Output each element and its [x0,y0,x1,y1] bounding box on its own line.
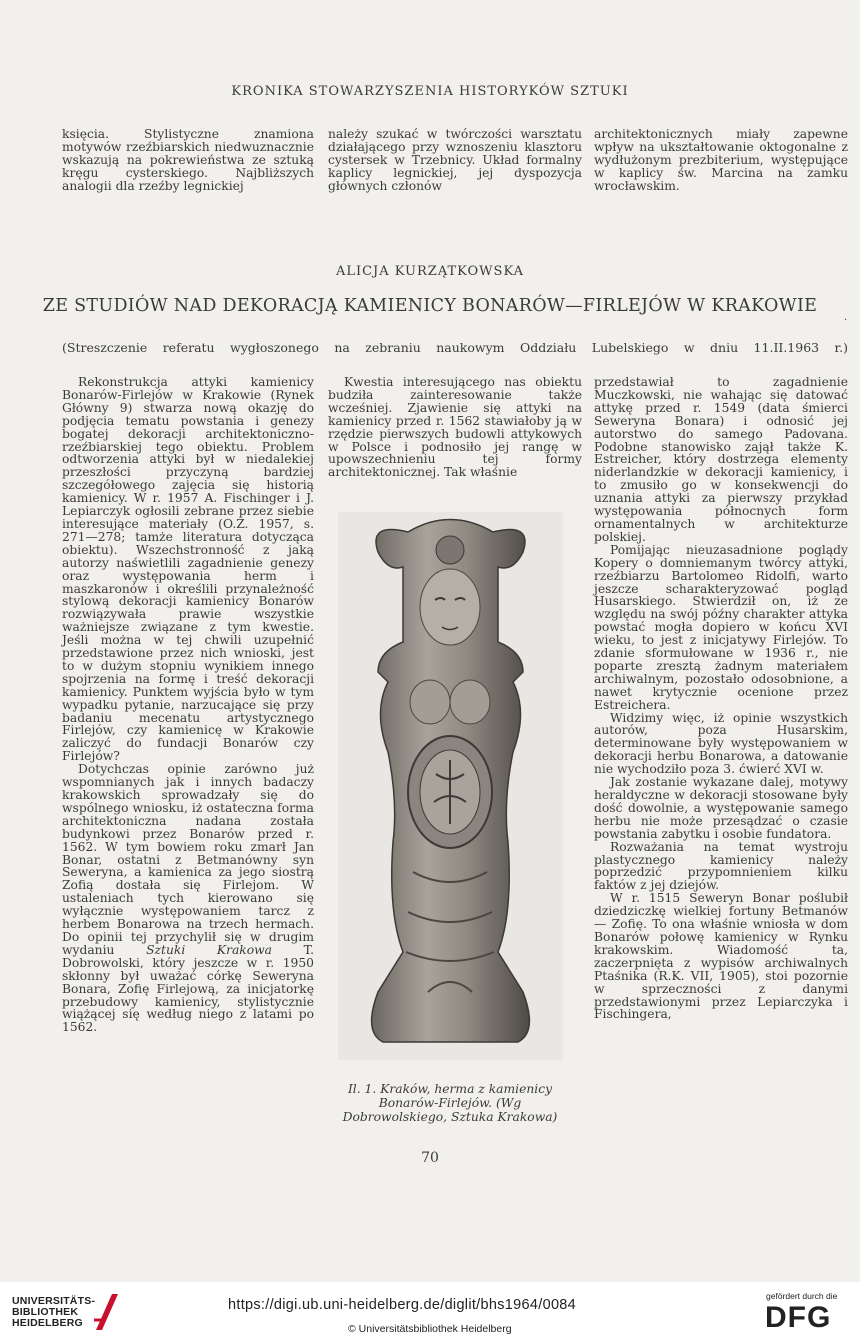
paragraph: W r. 1515 Seweryn Bonar poślubił dziedziczkę wielkiej fortuny Betmanów — Zofię. To ona właśnie wniosła w dom Bonarów połowę kamienicy w Rynku krakowskim. Wiadomość ta, zaczerpnięta z wypisów archiwalnych Ptaśnika (R.K. VII, 1905), stoi pozornie w sprzeczności z danymi przedstawionymi przez Lepiarczyka i Fischingera, [594,891,848,1022]
body-column-1 [62,376,314,1034]
top-col1-text: księcia. Stylistyczne znamiona motywów rzeźbiarskich niedwuznacznie wskazują na pokrewieństwa ze sztuką kręgu cysterskiego. Najbliższych analogii dla rzeźby legnickiej [62,127,314,193]
decorative-dot: . [844,312,848,323]
funding-note: gefördert durch die [766,1291,838,1301]
article-author: ALICJA KURZĄTKOWSKA [335,264,525,279]
paragraph: przedstawiał to zagadnienie Muczkowski, nie wahając się datować attykę przed r. 1549 (data śmierci Seweryna Bonara) i odnosić jej autorstwo do samego Padovana. Podobne stanowisko zajął także K. Estreicher, który dostrzega elementy niderlandzkie w dekoracji kamienicy, i to zmusiło go w konsekwencji do uznania attyki za pierwszy przykład występowania północnych form ornamentalnych w architekturze polskiej. [594,375,848,544]
paragraph: Kwestia interesującego nas obiektu budziła zainteresowanie także wcześniej. Zjawienie się attyki na kamienicy przed r. 1562 stawiałoby ją w rzędzie pierwszych budowli attykowych w Polsce i podnosiło jej rangę w upowszechnieniu tej formy architektonicznej. Tak właśnie [328,375,582,480]
top-column-3 [594,128,848,193]
library-name[interactable]: UNIVERSITÄTS- BIBLIOTHEK HEIDELBERG [12,1295,96,1329]
figure-caption: Il. 1. Kraków, herma z kamienicy Bonarów-Firlejów. (Wg Dobrowolskiego, Sztuka Krakowa) [342,1082,558,1124]
footer-bar [0,1282,860,1344]
paragraph: Rekonstrukcja attyki kamienicy Bonarów-Firlejów w Krakowie (Rynek Główny 9) stwarza nową okazję do podjęcia tematu powstania i genezy bogatej dekoracji architektoniczno-rzeźbiarskiej tego obiektu. Problem odtworzenia attyki był w niedalekiej przeszłości przyczyną bardziej szczegółowego zajęcia się historią kamienicy. W r. 1957 A. Fischinger i J. Lepiarczyk ogłosili zebrane przez siebie interesujące materiały (O.Z. 1957, s. 271—278; tamże literatura dotycząca obiektu). Wszechstronność z jaką autorzy naświetlili zagadnienie genezy oraz występowania herm i maszkaronów i określili przynależność stylową dekoracji kamienicy Bonarów rozwiązywała prawie wszystkie ważniejsze związane z tym kwestie. Jeśli można w tej chwili uzupełnić przedstawione przez nich wnioski, jest to w dużym stopniu wynikiem innego spojrzenia na formę i treść dekoracji kamienicy. Punktem wyjścia było w tym wypadku pytanie, narzucające się przy badaniu mecenatu artystycznego Firlejów, czy kamienicę w Krakowie zaliczyć do fundacji Bonarów czy Firlejów? [62,375,314,764]
top-column-2 [328,128,582,193]
paragraph: Rozważania na temat wystroju plastycznego kamienicy należy poprzedzić przypomnieniem kilku faktów z jej dziejów. [594,839,848,893]
book-title: Sztuki Krakowa [146,942,273,957]
top-column-1 [62,128,314,193]
body-column-3 [594,376,848,1021]
article-subtitle: (Streszczenie referatu wygłoszonego na zebraniu naukowym Oddziału Lubelskiego w dniu 11.II.1963 r.) [62,340,848,355]
paragraph: Jak zostanie wykazane dalej, motywy heraldyczne w dekoracji stosowane były dość dowolnie, a występowanie samego herbu nie może przesądzać o czasie powstania zabytku i osobie fundatora. [594,775,848,841]
top-col2-text: należy szukać w twórczości warsztatu działającego przy wznoszeniu klasztoru cystersek w Trzebnicy. Układ formalny kaplicy legnickiej, jej dyspozycja głównych członów [328,127,582,193]
copyright-text: © Universitätsbibliothek Heidelberg [348,1323,512,1335]
library-logo-icon [92,1290,120,1334]
permalink-url[interactable]: https://digi.ub.uni-heidelberg.de/diglit/bhs1964/0084 [228,1297,577,1313]
top-col3-text: architektonicznych miały zapewne wpływ na ukształtowanie oktogonalne z wydłużonym prezbiterium, występujące w kaplicy św. Marcina na zamku wrocławskim. [594,127,848,193]
dfg-logo[interactable]: DFG [765,1301,832,1334]
article-title: ZE STUDIÓW NAD DEKORACJĄ KAMIENICY BONARÓW—FIRLEJÓW W KRAKOWIE [42,296,818,316]
body-column-2 [328,376,582,479]
paragraph: Pomijając nieuzasadnione poglądy Kopery o domniemanym twórcy attyki, rzeźbiarzu Bartolomeo Ridolfi, warto jeszcze scharakteryzować pogląd Husarskiego. Stwierdził on, iż ze względu na swój późny charakter attyka powstać mogła dopiero w końcu XVI wieku, to jest z inicjatywy Firlejów. To zdanie sformułowane w 1936 r., nie poparte zresztą żadnym materiałem archiwalnym, pozostało odosobnione, a nawet krytycznie ocenione przez Estreichera. [594,542,848,712]
running-head: KRONIKA STOWARZYSZENIA HISTORYKÓW SZTUKI [231,84,629,99]
herma-sculpture-image [338,512,563,1060]
paragraph: Widzimy więc, iż opinie wszystkich autorów, poza Husarskim, determinowane były występowaniem w dekoracji herbu Bonarowa, a datowanie nie wychodziło poza 3. ćwierć XVI w. [594,710,848,777]
page-number: 70 [421,1150,439,1166]
paragraph: Dotychczas opinie zarówno już wspomnianych jak i innych badaczy krakowskich sprowadzały się do wspólnego wniosku, iż ostateczna forma architektoniczna nadana została budynkowi przez Bonarów przed r. 1562. W tym bowiem roku zmarł Jan Bonar, ostatni z Betmanówny syn Seweryna, a kamienica za jego siostrą Zofią dostała się Firlejom. W ustaleniach tych kierowano się wyłącznie występowaniem tarcz z herbem Bonarowa na trzech hermach. Do opinii tej przychylił się w drugim wydaniu Sztuki Krakowa T. Dobrowolski, który jeszcze w r. 1950 skłonny był uważać córkę Seweryna Bonara, Zofię Firlejową, za inicjatorkę przebudowy kamienicy, stylistycznie wiążącej się według niego z latami po 1562. [62,762,314,1035]
